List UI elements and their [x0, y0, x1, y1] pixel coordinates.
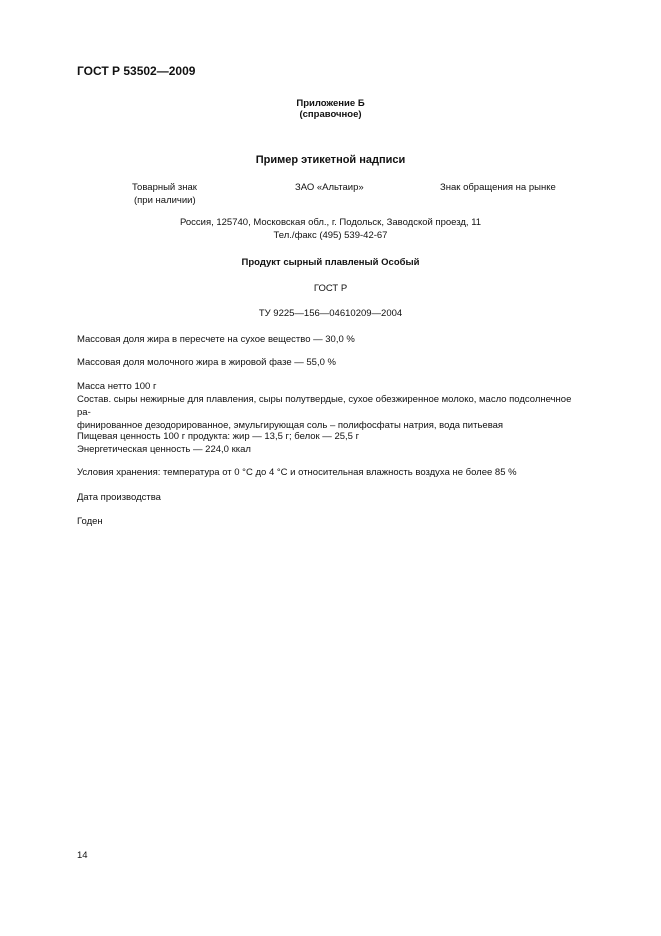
milk-fat-paragraph [77, 356, 587, 369]
document-header: ГОСТ Р 53502—2009 [77, 64, 196, 78]
composition-line-2: финированное дезодорированное, эмульгирующая соль – полифосфаты натрия, вода питьевая [77, 420, 504, 431]
company-name: ЗАО «Альтаир» [295, 182, 364, 193]
annex-subtitle: (справочное) [299, 109, 362, 120]
page-number: 14 [77, 850, 88, 861]
net-mass-text: Масса нетто 100 г [77, 381, 157, 392]
market-sign-label: Знак обращения на рынке [440, 182, 556, 193]
fat-dry-paragraph [77, 333, 587, 346]
milk-fat-text: Массовая доля молочного жира в жировой фазе — 55,0 % [77, 357, 336, 368]
expiry-text: Годен [77, 516, 103, 527]
standard-mark: ГОСТ Р [313, 283, 348, 294]
annex-title: Приложение Б [296, 98, 365, 109]
nutrition-paragraph [77, 430, 587, 456]
product-name: Продукт сырный плавленый Особый [241, 257, 420, 268]
trademark-label: Товарный знак [132, 182, 197, 193]
energy-text: Энергетическая ценность — 224,0 ккал [77, 444, 251, 455]
section-title: Пример этикетной надписи [255, 154, 406, 166]
storage-paragraph [77, 466, 587, 479]
composition-line-1: Состав. сыры нежирные для плавления, сыры полутвердые, сухое обезжиренное молоко, масло подсолнечное ра- [77, 394, 572, 418]
production-date-text: Дата производства [77, 492, 161, 503]
composition-paragraph [77, 380, 587, 432]
nutrition-text: Пищевая ценность 100 г продукта: жир — 13,5 г; белок — 25,5 г [77, 431, 360, 442]
production-date-paragraph [77, 491, 587, 504]
storage-text: Условия хранения: температура от 0 °С до 4 °С и относительная влажность воздуха не более 85 % [77, 467, 517, 478]
fat-dry-text: Массовая доля жира в пересчете на сухое вещество — 30,0 % [77, 334, 355, 345]
trademark-note: (при наличии) [134, 195, 196, 206]
tu-number: ТУ 9225—156—04610209—2004 [258, 308, 403, 319]
expiry-paragraph [77, 515, 587, 528]
phone-line: Тел./факс (495) 539-42-67 [273, 230, 388, 241]
address-line: Россия, 125740, Московская обл., г. Подольск, Заводской проезд, 11 [179, 217, 482, 228]
